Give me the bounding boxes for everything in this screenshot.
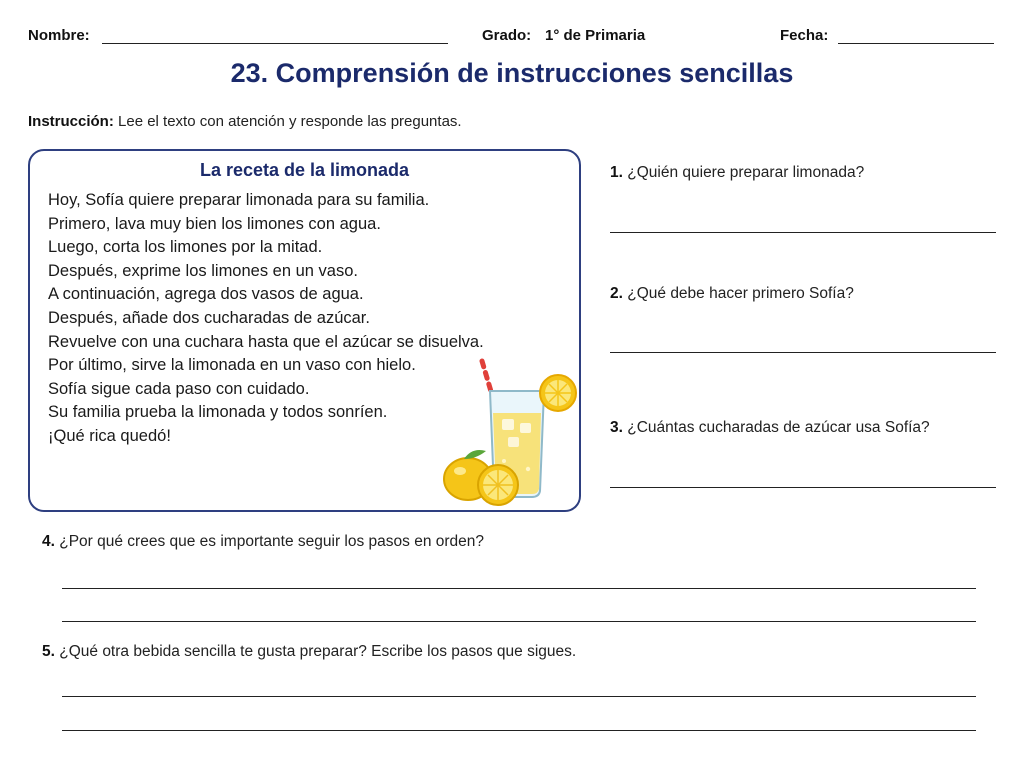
answer-line-3[interactable] xyxy=(610,487,996,488)
story-line: Por último, sirve la limonada en un vaso con hielo. xyxy=(48,356,416,375)
question-number: 1. xyxy=(610,164,623,181)
question-5 xyxy=(42,643,576,661)
question-3 xyxy=(610,419,930,437)
story-line: Su familia prueba la limonada y todos sonríen. xyxy=(48,403,388,422)
instruction xyxy=(28,113,462,130)
story-text xyxy=(48,189,484,449)
story-line: Después, exprime los limones en un vaso. xyxy=(48,261,358,280)
question-number: 5. xyxy=(42,643,55,660)
answer-line-2[interactable] xyxy=(610,352,996,353)
date-label: Fecha: xyxy=(780,27,829,44)
question-text: ¿Qué debe hacer primero Sofía? xyxy=(622,285,854,302)
story-line: Después, añade dos cucharadas de azúcar. xyxy=(48,308,370,327)
name-field[interactable] xyxy=(102,43,448,44)
date-field[interactable] xyxy=(838,43,994,44)
story-line: Hoy, Sofía quiere preparar limonada para su familia. xyxy=(48,191,430,209)
page-title: 23. Comprensión de instrucciones sencillas xyxy=(230,58,794,88)
question-2 xyxy=(610,285,854,303)
answer-line-5b[interactable] xyxy=(62,730,976,731)
question-number: 3. xyxy=(610,419,623,436)
answer-line-4a[interactable] xyxy=(62,588,976,589)
lemonade-illustration xyxy=(442,357,582,507)
story-line: A continuación, agrega dos vasos de agua. xyxy=(48,285,364,304)
question-text: ¿Cuántas cucharadas de azúcar usa Sofía? xyxy=(622,419,930,436)
story-line: Revuelve con una cuchara hasta que el azúcar se disuelva. xyxy=(48,332,484,351)
question-4 xyxy=(42,533,484,551)
instruction-text: Lee el texto con atención y responde las preguntas. xyxy=(113,113,462,130)
answer-line-5a[interactable] xyxy=(62,696,976,697)
name-label: Nombre: xyxy=(28,27,90,44)
question-text: ¿Quién quiere preparar limonada? xyxy=(622,164,865,181)
lemon-half-icon xyxy=(478,465,518,505)
answer-line-4b[interactable] xyxy=(62,621,976,622)
question-number: 4. xyxy=(42,533,55,550)
question-text: ¿Qué otra bebida sencilla te gusta preparar? Escribe los pasos que sigues. xyxy=(54,643,577,660)
answer-line-1[interactable] xyxy=(610,232,996,233)
lemon-slice-icon xyxy=(540,375,576,411)
question-text: ¿Por qué crees que es importante seguir los pasos en orden? xyxy=(54,533,485,550)
grade-value: 1° de Primaria xyxy=(545,27,646,44)
instruction-label: Instrucción: xyxy=(28,113,114,130)
story-line: ¡Qué rica quedó! xyxy=(48,426,171,445)
story-line: Luego, corta los limones por la mitad. xyxy=(48,238,323,257)
story-line: Primero, lava muy bien los limones con agua. xyxy=(48,214,381,233)
story-box xyxy=(28,149,581,512)
question-number: 2. xyxy=(610,285,623,302)
grade-label: Grado: xyxy=(482,27,532,44)
story-title: La receta de la limonada xyxy=(199,160,410,180)
question-1 xyxy=(610,164,864,182)
story-line: Sofía sigue cada paso con cuidado. xyxy=(48,379,310,398)
